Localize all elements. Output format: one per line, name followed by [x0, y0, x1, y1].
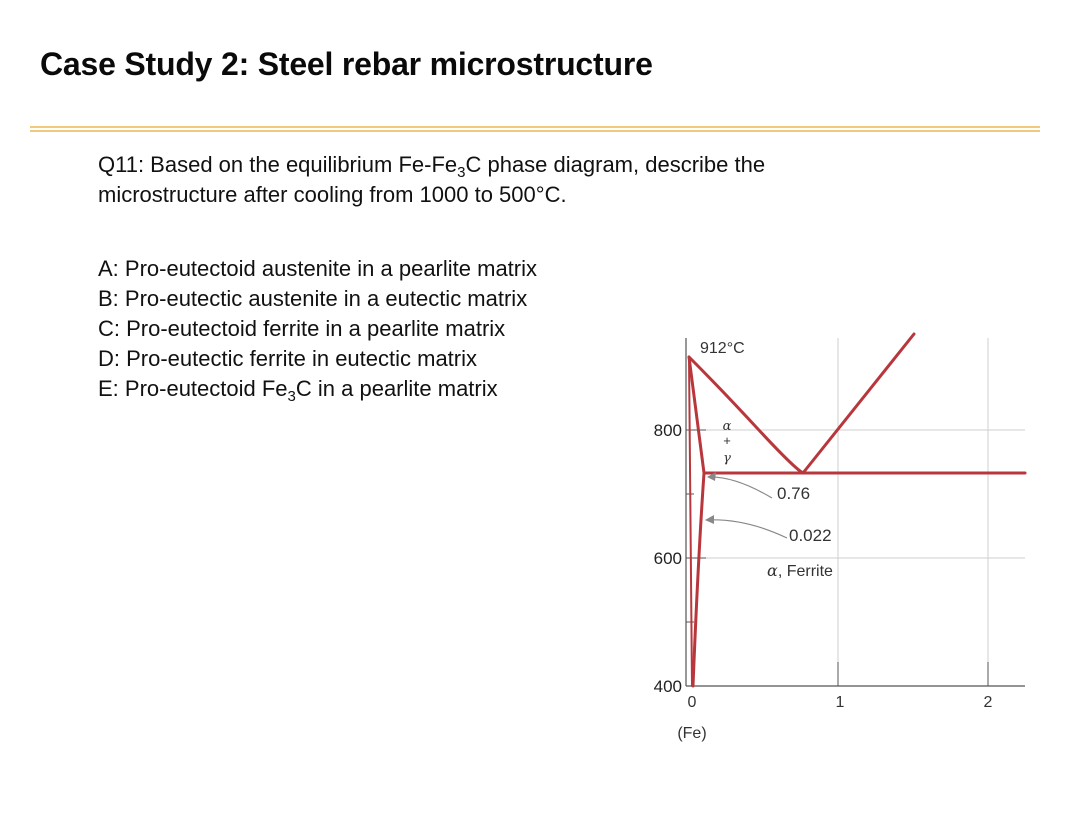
phase-boundaries — [689, 334, 1025, 686]
eutectoid-composition-label: 0.76 — [777, 484, 811, 503]
ferrite-solvus-line — [693, 473, 704, 686]
option-d[interactable]: D: Pro-eutectic ferrite in eutectic matrix — [98, 346, 478, 371]
option-a[interactable]: A: Pro-eutectoid austenite in a pearlite matrix — [98, 256, 538, 281]
x-axis-sub-label: (Fe) — [677, 725, 707, 742]
x-tick-label-2: 2 — [983, 694, 993, 711]
diagram-frame — [686, 338, 1025, 686]
leader-0-022 — [706, 520, 787, 538]
alpha-gamma-lower-boundary — [689, 357, 704, 473]
slide-title: Case Study 2: Steel rebar microstructure — [40, 46, 653, 82]
ferrite-label — [767, 561, 833, 580]
y-tick-label-800: 800 — [653, 421, 682, 440]
leader-0-76 — [708, 477, 772, 498]
question-subscript: 3 — [457, 164, 466, 181]
max-solubility-label: 0.022 — [789, 526, 832, 545]
question-suffix: C phase diagram, describe the — [465, 152, 766, 177]
pure-fe-line — [689, 357, 692, 686]
grid-lines — [686, 338, 1025, 686]
question-line2: microstructure after cooling from 1000 to 500°C. — [98, 182, 567, 207]
acm-boundary-line — [803, 334, 914, 473]
y-tick-label-600: 600 — [653, 549, 682, 568]
gamma-symbol: γ — [723, 451, 731, 466]
ferrite-alpha: α — [767, 561, 778, 580]
temp-912-label: 912°C — [700, 340, 745, 357]
option-e-subscript: 3 — [287, 388, 296, 405]
option-b[interactable]: B: Pro-eutectic austenite in a eutectic matrix — [98, 286, 528, 311]
question-prefix: Q11: Based on the equilibrium Fe-Fe — [98, 152, 458, 177]
y-tick-label-400: 400 — [653, 677, 682, 696]
plus-symbol: + — [723, 433, 731, 448]
ferrite-text: , Ferrite — [777, 563, 833, 580]
leader-arrowheads — [705, 472, 716, 524]
option-c[interactable]: C: Pro-eutectoid ferrite in a pearlite matrix — [98, 316, 506, 341]
x-tick-label-0: 0 — [687, 694, 697, 711]
a3-boundary-line — [689, 357, 803, 473]
option-e-post: C in a pearlite matrix — [295, 376, 498, 401]
arrowhead-0-022 — [705, 515, 714, 524]
leader-lines — [706, 477, 787, 538]
option-e-pre: E: Pro-eutectoid Fe — [98, 376, 288, 401]
y-tick-labels — [654, 421, 682, 696]
x-tick-label-1: 1 — [835, 694, 845, 711]
x-tick-labels — [688, 694, 993, 711]
alpha-symbol: α — [722, 419, 732, 434]
alpha-gamma-region-label — [723, 419, 732, 466]
